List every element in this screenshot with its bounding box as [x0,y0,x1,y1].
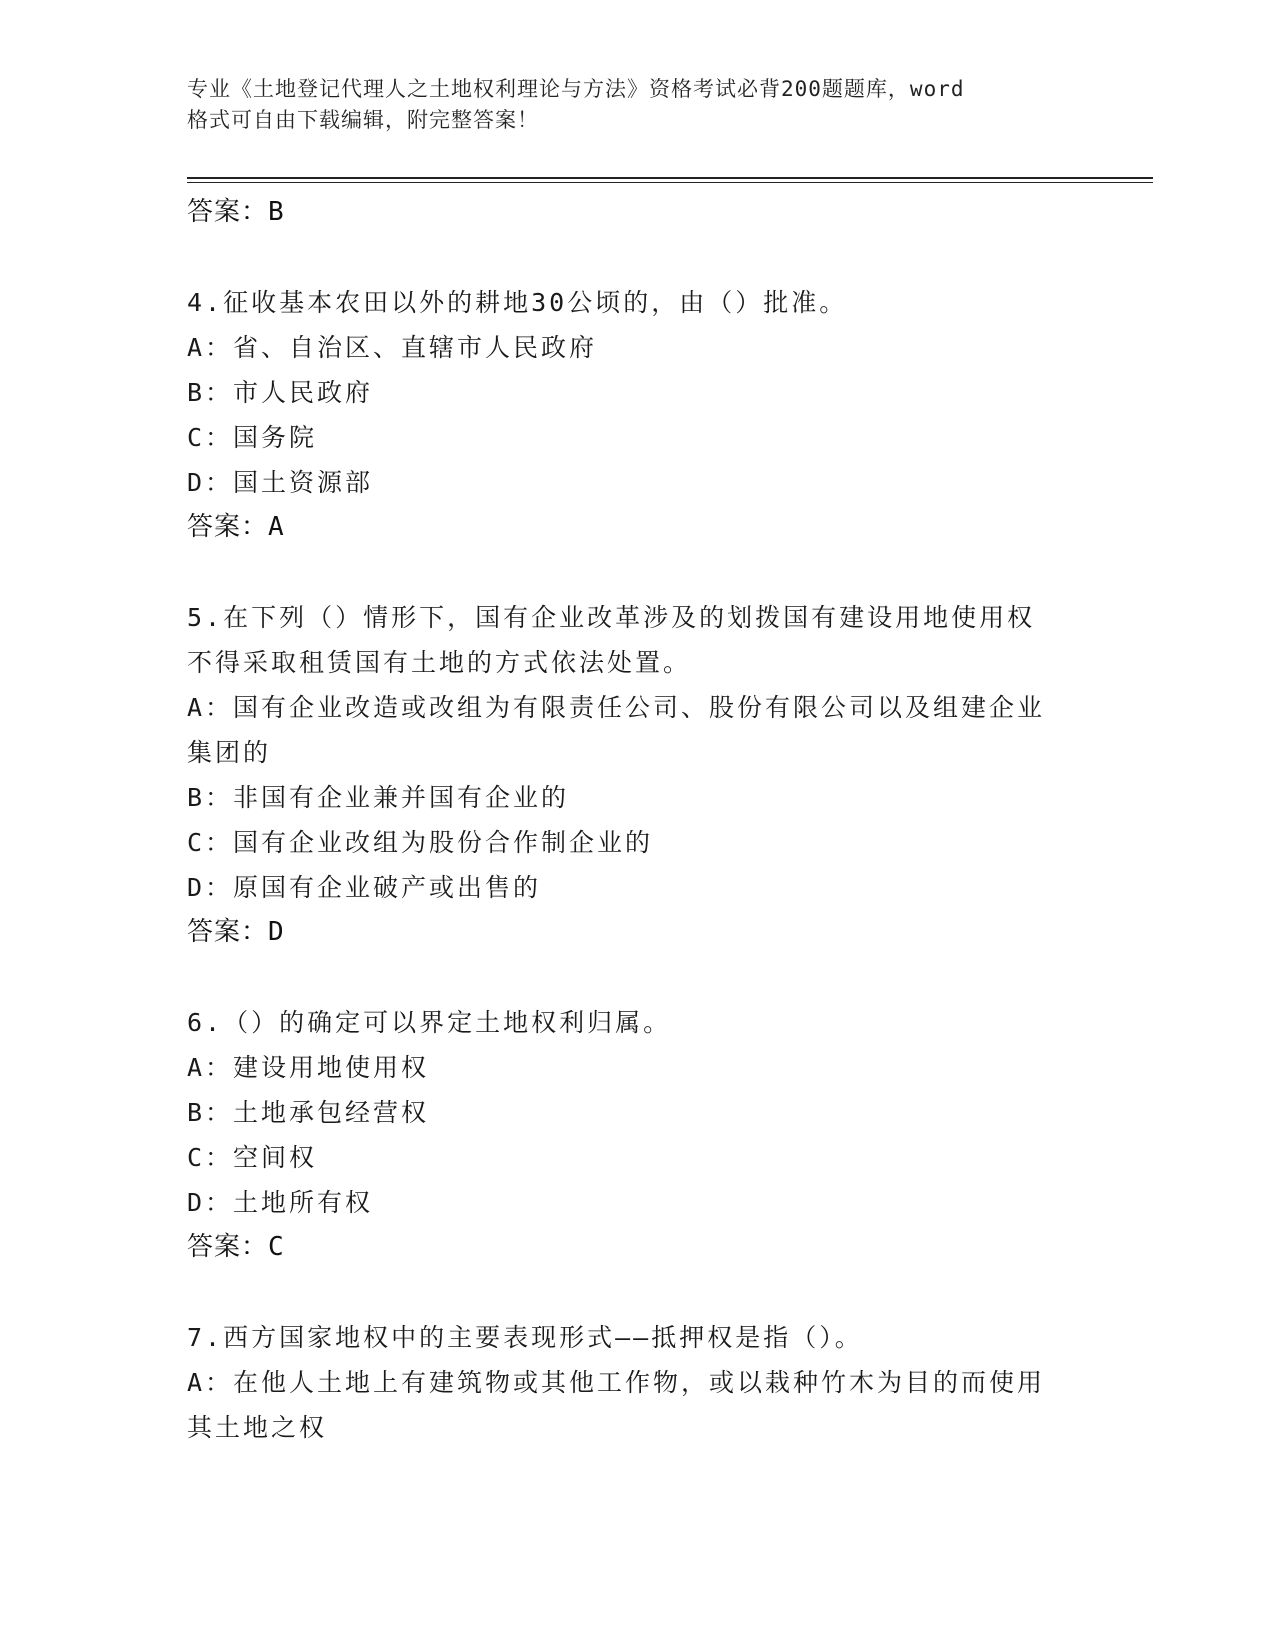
answer-value: D [268,917,285,947]
header-divider-thick [187,177,1153,179]
option-a: A：国有企业改造或改组为有限责任公司、股份有限公司以及组建企业 [187,693,1046,722]
option-a-continued: 其土地之权 [187,1413,328,1442]
answer-value: C [268,1232,285,1262]
document-header [187,74,1067,136]
answer-line [187,910,1087,955]
question-7 [187,1315,1087,1450]
question-stem: 7.西方国家地权中的主要表现形式——抵押权是指（）。 [187,1323,863,1352]
option-b: B：土地承包经营权 [187,1098,430,1127]
answer-label: 答案： [187,917,269,947]
question-list [187,190,1087,1450]
answer-value: B [268,197,285,227]
question-stem: 5.在下列（）情形下，国有企业改革涉及的划拨国有建设用地使用权 [187,603,1036,632]
option-c: C：国有企业改组为股份合作制企业的 [187,828,654,857]
header-line-2: 格式可自由下载编辑，附完整答案！ [187,108,539,132]
question-stem: 4.征收基本农田以外的耕地30公顷的，由（）批准。 [187,288,848,317]
option-a-continued: 集团的 [187,738,272,767]
option-d: D：国土资源部 [187,468,374,497]
option-c: C：国务院 [187,423,318,452]
question-4 [187,280,1087,550]
answer-label: 答案： [187,512,269,542]
header-divider-thin [187,182,1153,183]
answer-label: 答案： [187,1232,269,1262]
question-5 [187,595,1087,955]
option-a: A：建设用地使用权 [187,1053,430,1082]
question-6 [187,1000,1087,1270]
option-a: A：省、自治区、直辖市人民政府 [187,333,598,362]
spacer [187,550,1087,595]
spacer [187,1270,1087,1315]
answer-label: 答案： [187,197,269,227]
option-a: A：在他人土地上有建筑物或其他工作物，或以栽种竹木为目的而使用 [187,1368,1046,1397]
option-d: D：土地所有权 [187,1188,374,1217]
option-c: C：空间权 [187,1143,318,1172]
header-line-1: 专业《土地登记代理人之土地权利理论与方法》资格考试必背200题题库，word [187,77,965,101]
question-stem: 6.（）的确定可以界定土地权利归属。 [187,1008,672,1037]
question-stem-continued: 不得采取租赁国有土地的方式依法处置。 [187,648,692,677]
option-b: B：非国有企业兼并国有企业的 [187,783,570,812]
spacer [187,235,1087,280]
option-b: B：市人民政府 [187,378,374,407]
spacer [187,955,1087,1000]
answer-line [187,1225,1087,1270]
answer-line [187,505,1087,550]
answer-value: A [268,512,285,542]
option-d: D：原国有企业破产或出售的 [187,873,542,902]
answer-line [187,190,1087,235]
